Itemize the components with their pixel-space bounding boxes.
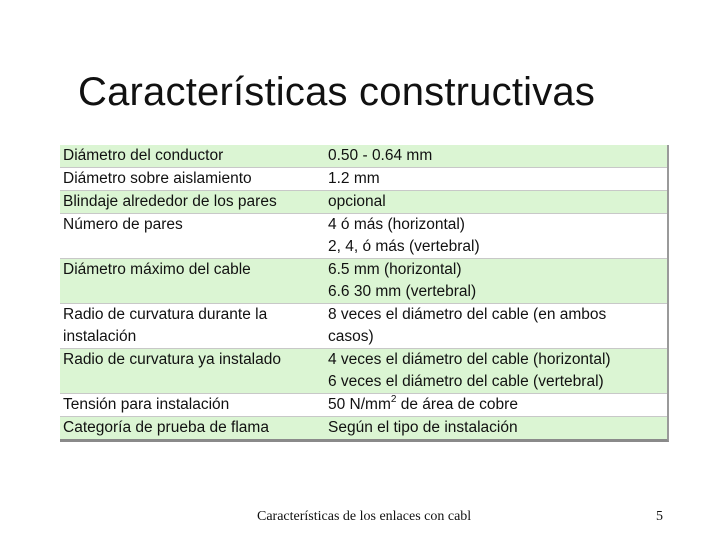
table-row xyxy=(60,167,667,190)
row-label: Diámetro sobre aislamiento xyxy=(63,170,252,187)
table-row xyxy=(60,190,667,213)
table-row xyxy=(60,393,667,416)
row-value: 4 veces el diámetro del cable (horizontal) 6 veces el diámetro del cable (vertebral) xyxy=(328,351,611,390)
row-value: opcional xyxy=(328,193,386,210)
row-label: Tensión para instalación xyxy=(63,396,230,413)
table-row xyxy=(60,348,667,393)
row-label: Radio de curvatura ya instalado xyxy=(63,351,281,368)
row-value: 4 ó más (horizontal) 2, 4, ó más (vertebral) xyxy=(328,216,480,255)
row-value: 8 veces el diámetro del cable (en ambos casos) xyxy=(328,306,607,345)
row-label: Blindaje alrededor de los pares xyxy=(63,193,277,210)
table-row xyxy=(60,145,667,167)
specs-table xyxy=(60,145,669,442)
row-value: 6.5 mm (horizontal) 6.6 30 mm (vertebral) xyxy=(328,261,477,300)
row-value: Según el tipo de instalación xyxy=(328,419,518,436)
table-row xyxy=(60,213,667,258)
row-label: Diámetro máximo del cable xyxy=(63,261,251,278)
row-value: 1.2 mm xyxy=(328,170,380,187)
row-label: Diámetro del conductor xyxy=(63,147,224,164)
table-row xyxy=(60,258,667,303)
table-row xyxy=(60,303,667,348)
row-label: Radio de curvatura durante la instalación xyxy=(63,306,268,345)
page-number: 5 xyxy=(656,509,663,524)
footer-text: Características de los enlaces con cabl xyxy=(257,509,472,524)
table-row xyxy=(60,416,667,439)
row-value: 0.50 - 0.64 mm xyxy=(328,147,433,164)
row-value: 50 $N/mm^2$ de área de cobre xyxy=(328,394,518,413)
slide-title: Características constructivas xyxy=(78,70,596,114)
row-label: Número de pares xyxy=(63,216,183,233)
row-label: Categoría de prueba de flama xyxy=(63,419,269,436)
